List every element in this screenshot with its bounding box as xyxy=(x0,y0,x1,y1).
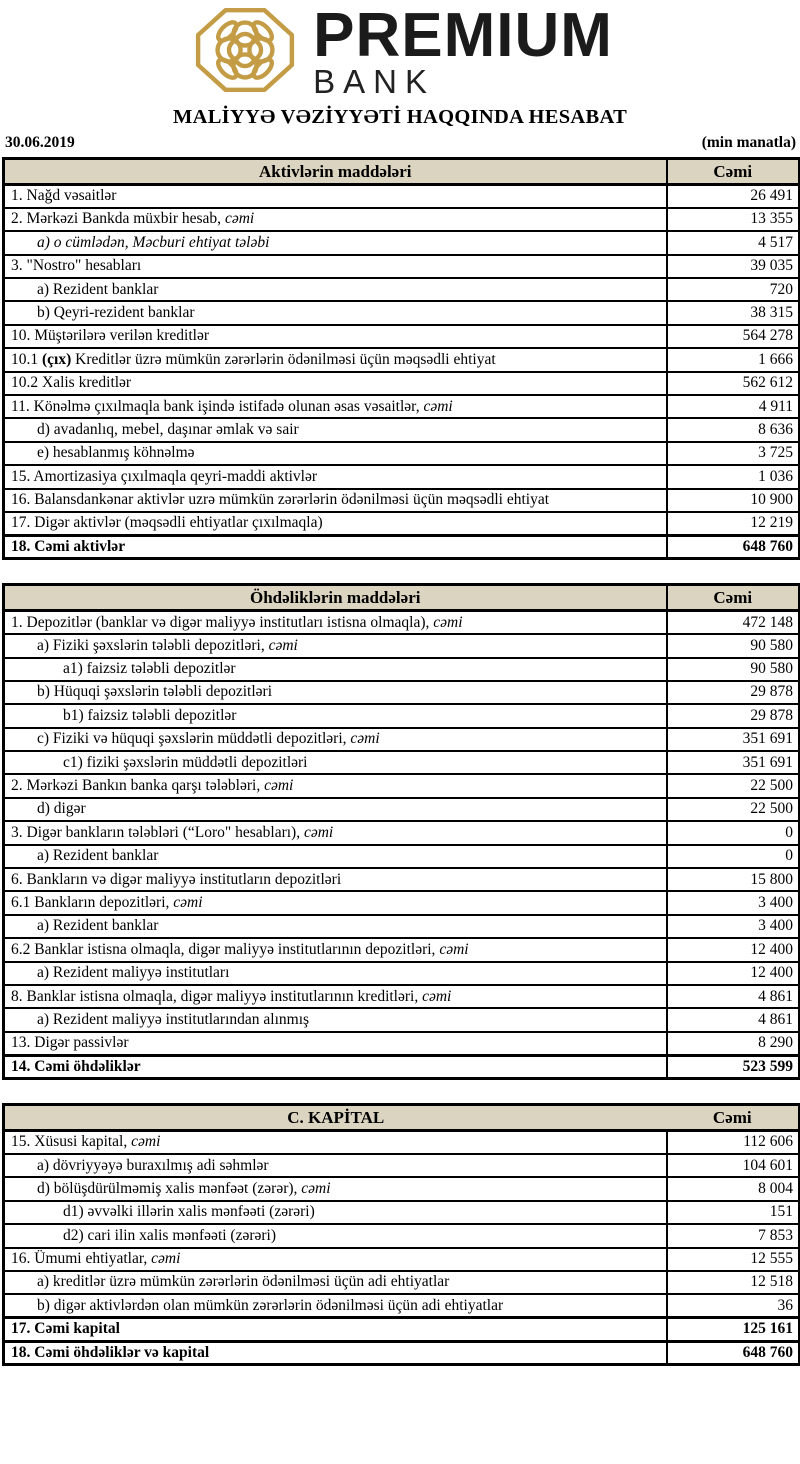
table-header-row xyxy=(4,585,800,611)
table-row xyxy=(4,231,800,254)
table-row xyxy=(4,821,800,844)
row-value: 4 861 xyxy=(667,1008,800,1031)
row-value: 12 400 xyxy=(667,938,800,961)
row-label: 18. Cəmi öhdəliklər və kapital xyxy=(4,1341,667,1364)
row-label: 10. Müştərilərə verilən kreditlər xyxy=(4,325,667,348)
row-value: 0 xyxy=(667,845,800,868)
table-row xyxy=(4,728,800,751)
page-title: MALİYYƏ VƏZİYYƏTİ HAQQINDA HESABAT xyxy=(172,106,628,128)
row-label: 18. Cəmi aktivlər xyxy=(4,535,667,558)
row-label: 17. Cəmi kapital xyxy=(4,1318,667,1341)
row-label: a1) faizsiz tələbli depozitlər xyxy=(4,658,667,681)
row-label: a) Rezident banklar xyxy=(4,915,667,938)
row-label: 15. Amortizasiya çıxılmaqla qeyri-maddi aktivlər xyxy=(4,465,667,488)
row-label: c) Fiziki və hüquqi şəxslərin müddətli depozitləri, cəmi xyxy=(4,728,667,751)
financial-table-2 xyxy=(2,1103,800,1366)
row-label: a) Rezident banklar xyxy=(4,278,667,301)
row-value: 1 666 xyxy=(667,348,800,371)
row-value: 22 500 xyxy=(667,798,800,821)
row-value: 523 599 xyxy=(667,1055,800,1078)
row-value: 12 518 xyxy=(667,1271,800,1294)
row-label: a) kreditlər üzrə mümkün zərərlərin ödənilməsi üçün adi ehtiyatlar xyxy=(4,1271,667,1294)
row-label: d) digər xyxy=(4,798,667,821)
row-label: 10.2 Xalis kreditlər xyxy=(4,372,667,395)
row-value: 90 580 xyxy=(667,634,800,657)
row-value: 36 xyxy=(667,1294,800,1317)
row-value: 39 035 xyxy=(667,255,800,278)
financial-table-0 xyxy=(2,157,800,560)
table-row xyxy=(4,325,800,348)
row-value: 13 355 xyxy=(667,208,800,231)
row-value: 3 400 xyxy=(667,891,800,914)
row-value: 10 900 xyxy=(667,489,800,512)
row-label: 2. Mərkəzi Bankda müxbir hesab, cəmi xyxy=(4,208,667,231)
row-label: a) Rezident maliyyə institutları xyxy=(4,962,667,985)
row-value: 472 148 xyxy=(667,611,800,634)
table-header-row xyxy=(4,159,800,185)
table-row xyxy=(4,395,800,418)
row-value: 4 861 xyxy=(667,985,800,1008)
row-value: 351 691 xyxy=(667,751,800,774)
table-row xyxy=(4,1318,800,1341)
bank-logo xyxy=(0,0,800,101)
report-header xyxy=(0,0,800,157)
row-value: 125 161 xyxy=(667,1318,800,1341)
row-value: 12 219 xyxy=(667,512,800,535)
row-value: 7 853 xyxy=(667,1224,800,1247)
celtic-knot-octagon-icon xyxy=(187,4,303,101)
row-value: 3 725 xyxy=(667,442,800,465)
table-row xyxy=(4,512,800,535)
table-row xyxy=(4,372,800,395)
row-label: 10.1 (çıx) Kreditlər üzrə mümkün zərərlərin ödənilməsi üçün məqsədli ehtiyat xyxy=(4,348,667,371)
row-value: 38 315 xyxy=(667,301,800,324)
meta-row xyxy=(0,131,800,157)
table-row xyxy=(4,418,800,441)
row-value: 351 691 xyxy=(667,728,800,751)
row-value: 3 400 xyxy=(667,915,800,938)
row-label: 3. Digər bankların tələbləri (“Loro" hesabları), cəmi xyxy=(4,821,667,844)
financial-table-1 xyxy=(2,583,800,1080)
row-label: a) Rezident maliyyə institutlarından alınmış xyxy=(4,1008,667,1031)
row-label: b1) faizsiz tələbli depozitlər xyxy=(4,704,667,727)
table-row xyxy=(4,442,800,465)
row-label: 2. Mərkəzi Bankın banka qarşı tələbləri, cəmi xyxy=(4,774,667,797)
table-row xyxy=(4,751,800,774)
table-header-row xyxy=(4,1105,800,1131)
row-label: e) hesablanmış köhnəlmə xyxy=(4,442,667,465)
table-row xyxy=(4,634,800,657)
table-row xyxy=(4,1294,800,1317)
table-title: Aktivlərin maddələri xyxy=(4,159,667,185)
table-row xyxy=(4,1154,800,1177)
table-row xyxy=(4,962,800,985)
row-value: 562 612 xyxy=(667,372,800,395)
row-label: c1) fiziki şəxslərin müddətli depozitləri xyxy=(4,751,667,774)
table-row xyxy=(4,1131,800,1154)
row-value: 720 xyxy=(667,278,800,301)
row-label: b) Qeyri-rezident banklar xyxy=(4,301,667,324)
row-label: 13. Digər passivlər xyxy=(4,1032,667,1055)
table-row xyxy=(4,1341,800,1364)
row-label: 16. Ümumi ehtiyatlar, cəmi xyxy=(4,1248,667,1271)
table-row xyxy=(4,938,800,961)
row-value: 22 500 xyxy=(667,774,800,797)
row-value: 15 800 xyxy=(667,868,800,891)
row-value: 112 606 xyxy=(667,1131,800,1154)
table-row xyxy=(4,465,800,488)
table-row xyxy=(4,489,800,512)
row-value: 4 517 xyxy=(667,231,800,254)
row-value: 151 xyxy=(667,1201,800,1224)
table-row xyxy=(4,1271,800,1294)
table-title: C. KAPİTAL xyxy=(4,1105,667,1131)
bank-subname: BANK xyxy=(313,63,435,101)
table-row xyxy=(4,185,800,208)
row-label: d2) cari ilin xalis mənfəəti (zərəri) xyxy=(4,1224,667,1247)
row-label: 11. Könəlmə çıxılmaqla bank işində istifadə olunan əsas vəsaitlər, cəmi xyxy=(4,395,667,418)
table-row xyxy=(4,868,800,891)
unit-note: (min manatla) xyxy=(701,134,796,151)
row-value: 90 580 xyxy=(667,658,800,681)
row-label: a) o cümlədən, Məcburi ehtiyat tələbi xyxy=(4,231,667,254)
row-label: 6.1 Bankların depozitləri, cəmi xyxy=(4,891,667,914)
row-value: 8 004 xyxy=(667,1177,800,1200)
table-row xyxy=(4,845,800,868)
table-row xyxy=(4,891,800,914)
row-value: 26 491 xyxy=(667,185,800,208)
row-value: 648 760 xyxy=(667,1341,800,1364)
value-column-header: Cəmi xyxy=(667,585,800,611)
table-row xyxy=(4,1055,800,1078)
row-label: a) dövriyyəyə buraxılmış adi səhmlər xyxy=(4,1154,667,1177)
row-label: 8. Banklar istisna olmaqla, digər maliyyə institutlarının kreditləri, cəmi xyxy=(4,985,667,1008)
row-value: 12 555 xyxy=(667,1248,800,1271)
table-row xyxy=(4,681,800,704)
table-row xyxy=(4,1248,800,1271)
row-value: 29 878 xyxy=(667,704,800,727)
row-label: d) bölüşdürülməmiş xalis mənfəət (zərər), cəmi xyxy=(4,1177,667,1200)
row-label: 6.2 Banklar istisna olmaqla, digər maliyyə institutlarının depozitləri, cəmi xyxy=(4,938,667,961)
row-label: 16. Balansdankənar aktivlər uzrə mümkün zərərlərin ödənilməsi üçün məqsədli ehtiyat xyxy=(4,489,667,512)
table-row xyxy=(4,774,800,797)
table-row xyxy=(4,348,800,371)
table-row xyxy=(4,1008,800,1031)
report-date: 30.06.2019 xyxy=(5,134,75,151)
row-label: a) Fiziki şəxslərin tələbli depozitləri, cəmi xyxy=(4,634,667,657)
row-value: 29 878 xyxy=(667,681,800,704)
row-label: 14. Cəmi öhdəliklər xyxy=(4,1055,667,1078)
table-row xyxy=(4,915,800,938)
row-value: 8 636 xyxy=(667,418,800,441)
row-label: d) avadanlıq, mebel, daşınar əmlak və sair xyxy=(4,418,667,441)
row-label: a) Rezident banklar xyxy=(4,845,667,868)
table-row xyxy=(4,985,800,1008)
row-label: d1) əvvəlki illərin xalis mənfəəti (zərəri) xyxy=(4,1201,667,1224)
table-row xyxy=(4,301,800,324)
table-row xyxy=(4,535,800,558)
row-value: 104 601 xyxy=(667,1154,800,1177)
row-label: 15. Xüsusi kapital, cəmi xyxy=(4,1131,667,1154)
bank-name: PREMIUM xyxy=(313,0,613,70)
row-label: b) digər aktivlərdən olan mümkün zərərlərin ödənilməsi üçün adi ehtiyatlar xyxy=(4,1294,667,1317)
row-label: 1. Nağd vəsaitlər xyxy=(4,185,667,208)
table-row xyxy=(4,278,800,301)
value-column-header: Cəmi xyxy=(667,159,800,185)
table-row xyxy=(4,798,800,821)
row-value: 0 xyxy=(667,821,800,844)
row-value: 8 290 xyxy=(667,1032,800,1055)
row-label: 6. Bankların və digər maliyyə institutların depozitləri xyxy=(4,868,667,891)
row-value: 1 036 xyxy=(667,465,800,488)
row-value: 12 400 xyxy=(667,962,800,985)
row-value: 564 278 xyxy=(667,325,800,348)
value-column-header: Cəmi xyxy=(667,1105,800,1131)
table-row xyxy=(4,658,800,681)
row-label: 17. Digər aktivlər (məqsədli ehtiyatlar çıxılmaqla) xyxy=(4,512,667,535)
financial-tables xyxy=(0,157,800,1366)
row-value: 648 760 xyxy=(667,535,800,558)
row-label: 3. "Nostro" hesabları xyxy=(4,255,667,278)
table-row xyxy=(4,1177,800,1200)
table-row xyxy=(4,611,800,634)
row-label: b) Hüquqi şəxslərin tələbli depozitləri xyxy=(4,681,667,704)
table-row xyxy=(4,208,800,231)
table-row xyxy=(4,1201,800,1224)
table-row xyxy=(4,1224,800,1247)
table-row xyxy=(4,255,800,278)
row-label: 1. Depozitlər (banklar və digər maliyyə institutları istisna olmaqla), cəmi xyxy=(4,611,667,634)
row-value: 4 911 xyxy=(667,395,800,418)
table-row xyxy=(4,704,800,727)
table-title: Öhdəliklərin maddələri xyxy=(4,585,667,611)
table-row xyxy=(4,1032,800,1055)
